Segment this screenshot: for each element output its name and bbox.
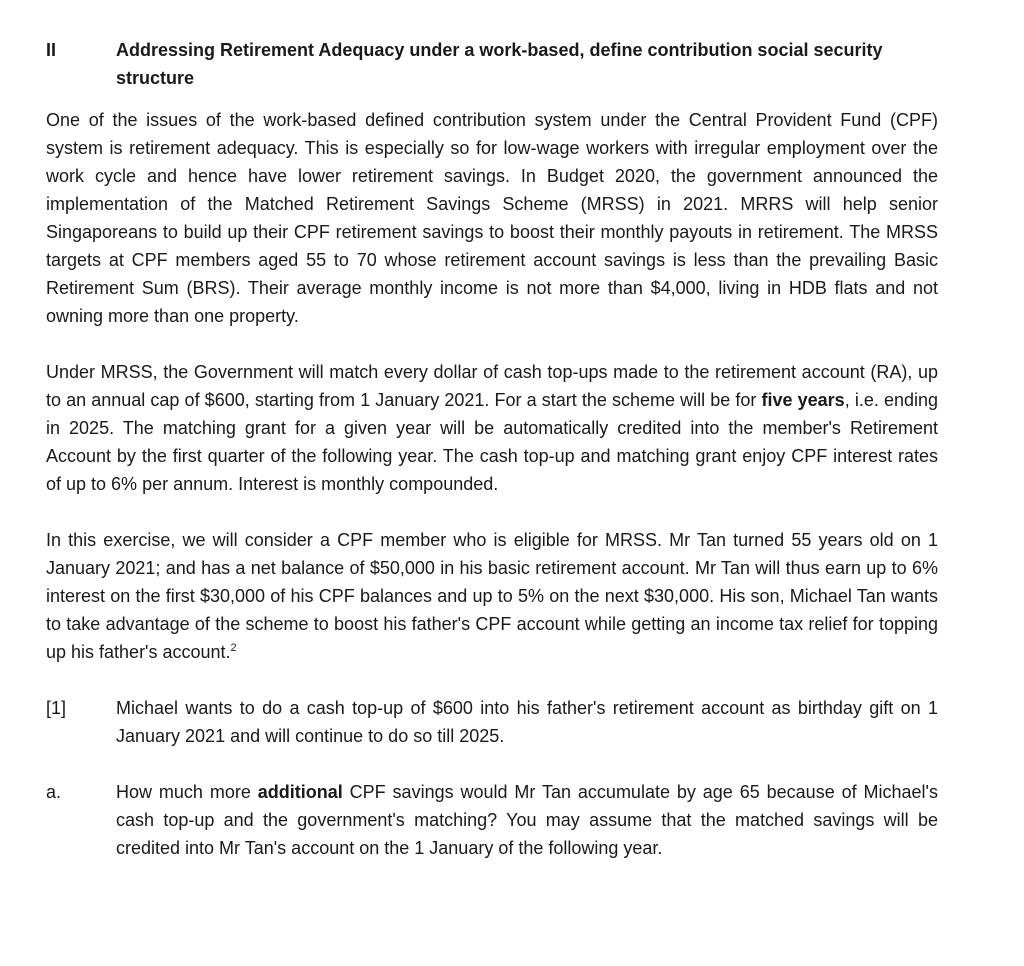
section-title: Addressing Retirement Adequacy under a work-based, define contribution social security structure bbox=[116, 40, 883, 88]
question-1-label: [1] bbox=[46, 698, 67, 718]
paragraph-mrss-details bbox=[46, 358, 938, 498]
question-a-text-start: How much more bbox=[116, 782, 258, 802]
question-a bbox=[46, 778, 938, 862]
question-a-bold: additional bbox=[257, 782, 343, 802]
question-a-text-end: CPF savings would Mr Tan accumulate by age 65 because of Michael's cash top-up and the government's matching? You may assume that the matched savings will be credited into Mr Tan's account on the 1 January of the following year. bbox=[116, 782, 938, 858]
question-1-text: Michael wants to do a cash top-up of $600 into his father's retirement account as birthday gift on 1 January 2021 and will continue to do so till 2025. bbox=[116, 698, 938, 746]
question-a-text bbox=[116, 778, 938, 862]
paragraph-mrss-bold: five years bbox=[761, 390, 845, 410]
paragraph-mrss-text-start: Under MRSS, the Government will match every dollar of cash top-ups made to the retirement account (RA), up to an annual cap of $600, starting from 1 January 2021. For a start the scheme will be for bbox=[46, 362, 938, 410]
section-number: II bbox=[46, 40, 57, 60]
question-1 bbox=[46, 694, 938, 750]
paragraph-exercise bbox=[46, 526, 938, 666]
footnote-marker: 2 bbox=[230, 642, 237, 654]
question-a-label: a. bbox=[46, 782, 62, 802]
document-page bbox=[46, 36, 938, 890]
paragraph-mrss-text-end: , i.e. ending in 2025. The matching grant for a given year will be automatically credited into the member's Retirement Account by the first quarter of the following year. The cash top-up and matching grant enjoy CPF interest rates of up to 6% per annum. Interest is monthly compounded. bbox=[46, 390, 938, 494]
paragraph-intro: One of the issues of the work-based defined contribution system under the Central Provident Fund (CPF) system is retirement adequacy. This is especially so for low-wage workers with irregular employment over the work cycle and hence have lower retirement savings. In Budget 2020, the government announced the implementation of the Matched Retirement Savings Scheme (MRSS) in 2021. MRRS will help senior Singaporeans to build up their CPF retirement savings to boost their monthly payouts in retirement. The MRSS targets at CPF members aged 55 to 70 whose retirement account savings is less than the prevailing Basic Retirement Sum (BRS). Their average monthly income is not more than $4,000, living in HDB flats and not owning more than one property. bbox=[46, 110, 938, 326]
paragraph-exercise-text: In this exercise, we will consider a CPF member who is eligible for MRSS. Mr Tan turned 55 years old on 1 January 2021; and has a net balance of $50,000 in his basic retirement account. Mr Tan will thus earn up to 6% interest on the first $30,000 of his CPF balances and up to 5% on the next $30,000. His son, Michael Tan wants to take advantage of the scheme to boost his father's CPF account while getting an income tax relief for topping up his father's account. bbox=[46, 530, 938, 662]
section-heading bbox=[46, 36, 938, 92]
